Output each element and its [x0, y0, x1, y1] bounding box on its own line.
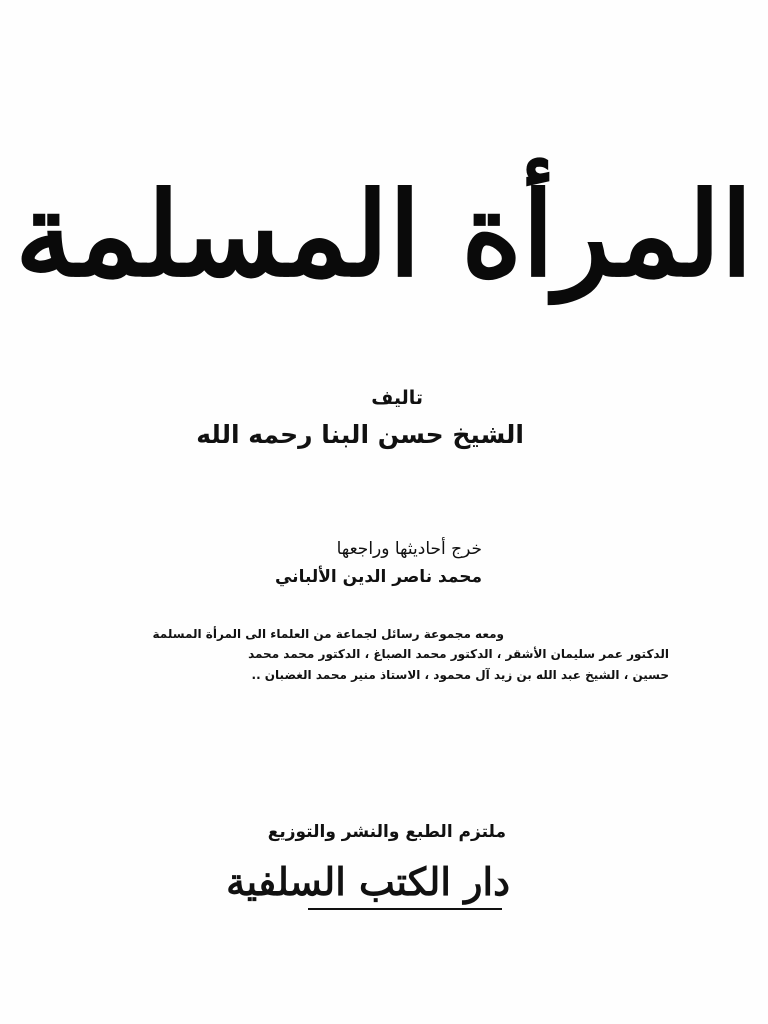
author-name: الشيخ حسن البنا رحمه الله	[196, 420, 524, 449]
publisher-label: ملتزم الطبع والنشر والتوزيع	[267, 822, 506, 842]
contributors-note-line: الدكتور عمر سليمان الأشقر ، الدكتور محمد الصباغ ، الدكتور محمد محمد	[248, 647, 669, 661]
contributors-note-line: ومعه مجموعة رسائل لجماعة من العلماء الى المرأة المسلمة	[152, 627, 504, 641]
author-label: تاليف	[371, 387, 423, 409]
book-title: المرأة المسلمة	[15, 167, 753, 303]
contributors-note-line: حسين ، الشيخ عبد الله بن زيد آل محمود ، الاستاذ منير محمد الغضبان ..	[251, 668, 669, 682]
publisher-name: دار الكتب السلفية	[226, 859, 510, 904]
publisher-logo	[226, 856, 510, 918]
logo-underline	[308, 908, 502, 910]
editor-label: خرج أحاديثها وراجعها	[336, 539, 482, 559]
editor-name: محمد ناصر الدين الألباني	[274, 567, 482, 587]
